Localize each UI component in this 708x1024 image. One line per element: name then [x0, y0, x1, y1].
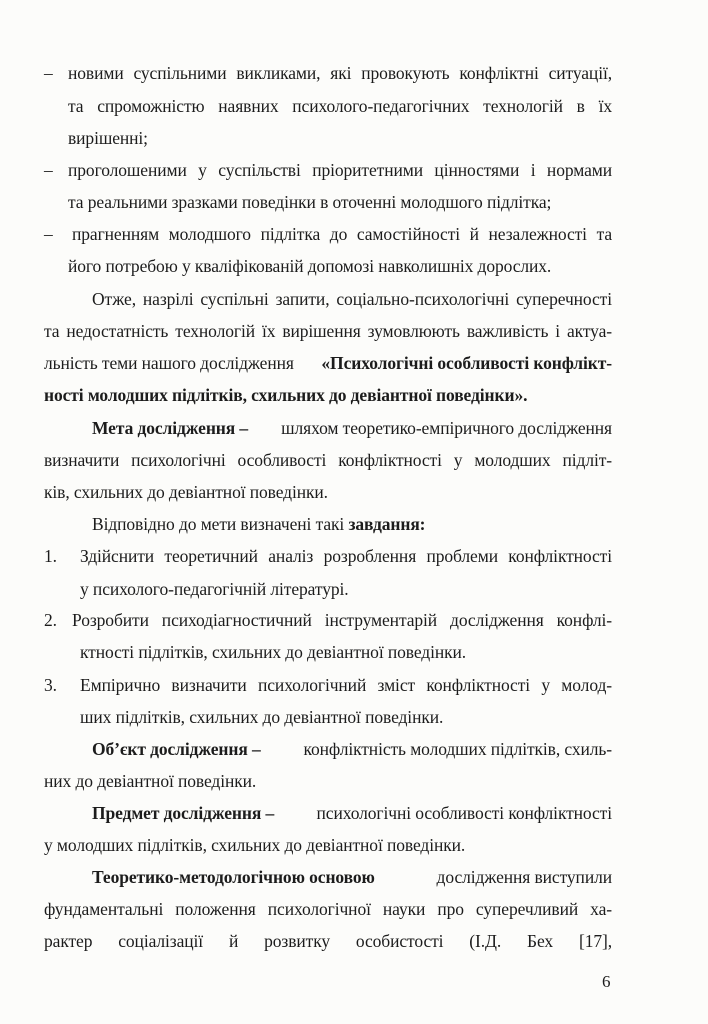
text-line: вирішенні;: [68, 128, 148, 148]
text-line: них до девіантної поведінки.: [44, 771, 257, 791]
text-line: [92, 802, 612, 824]
text-line: Розробити психодіагностичний інструментарій дослідження конфлі-: [72, 610, 612, 630]
text-line: [92, 417, 612, 439]
text-line: та реальними зразками поведінки в оточенні молодшого підлітка;: [68, 192, 552, 212]
text-line: його потребою у кваліфікованій допомозі навколишніх дорослих.: [68, 256, 552, 276]
text-line: ших підлітків, схильних до девіантної поведінки.: [80, 707, 444, 727]
text-line: [92, 513, 425, 535]
text-line: Отже, назрілі суспільні запити, соціально-психологічні суперечності: [92, 289, 612, 309]
text-run: психологічні особливості конфліктності: [312, 803, 612, 823]
text-line: рактер соціалізації й розвитку особистості (І.Д. Бех [17],: [44, 931, 612, 951]
text-line: проголошеними у суспільстві пріоритетними цінностями і нормами: [68, 160, 612, 180]
research-topic: «Психологічні особливості конфлікт-: [321, 353, 612, 373]
text-line: фундаментальні положення психологічної науки про суперечливий ха-: [44, 899, 612, 919]
text-line: у психолого-педагогічній літературі.: [80, 579, 349, 599]
section-heading: Теоретико-методологічною основою: [92, 867, 375, 887]
text-run: конфліктність молодших підлітків, схиль-: [299, 739, 612, 759]
list-number: 2.: [44, 610, 57, 630]
text-line: новими суспільними викликами, які провокують конфліктні ситуації,: [68, 63, 612, 83]
text-run: дослідження виступили: [432, 867, 612, 887]
text-line: Емпірично визначити психологічний зміст конфліктності у молод-: [80, 675, 612, 695]
section-heading: Об’єкт дослідження –: [92, 739, 261, 759]
page-number: 6: [602, 972, 611, 991]
text-line: ків, схильних до девіантної поведінки.: [44, 482, 328, 502]
section-heading: Предмет дослідження –: [92, 803, 275, 823]
section-heading: завдання:: [348, 514, 426, 534]
text-line: прагненням молодшого підлітка до самостійності й незалежності та: [72, 224, 612, 244]
text-line: визначити психологічні особливості конфліктності у молодших підліт-: [44, 450, 612, 470]
text-line: та недостатність технологій їх вирішення зумовлюють важливість і актуа-: [44, 321, 612, 341]
text-line: [44, 384, 527, 406]
text-line: [92, 866, 612, 888]
text-line: [44, 352, 612, 374]
text-line: [92, 738, 612, 760]
bullet-dash: –: [44, 160, 53, 180]
text-line: ктності підлітків, схильних до девіантної поведінки.: [80, 642, 467, 662]
bullet-dash: –: [44, 224, 53, 244]
text-run: льність теми нашого дослідження: [44, 353, 299, 373]
text-run: шляхом теоретико-емпіричного дослідження: [276, 418, 612, 438]
research-topic: ності молодших підлітків, схильних до девіантної поведінки».: [44, 385, 528, 405]
list-number: 1.: [44, 546, 57, 566]
text-run: Відповідно до мети визначені такі: [92, 514, 349, 534]
section-heading: Мета дослідження –: [92, 418, 249, 438]
text-line: у молодших підлітків, схильних до девіантної поведінки.: [44, 835, 466, 855]
text-line: та спроможністю наявних психолого-педагогічних технологій в їх: [68, 96, 612, 116]
list-number: 3.: [44, 675, 57, 695]
text-line: Здійснити теоретичний аналіз розроблення проблеми конфліктності: [80, 546, 612, 566]
bullet-dash: –: [44, 63, 53, 83]
